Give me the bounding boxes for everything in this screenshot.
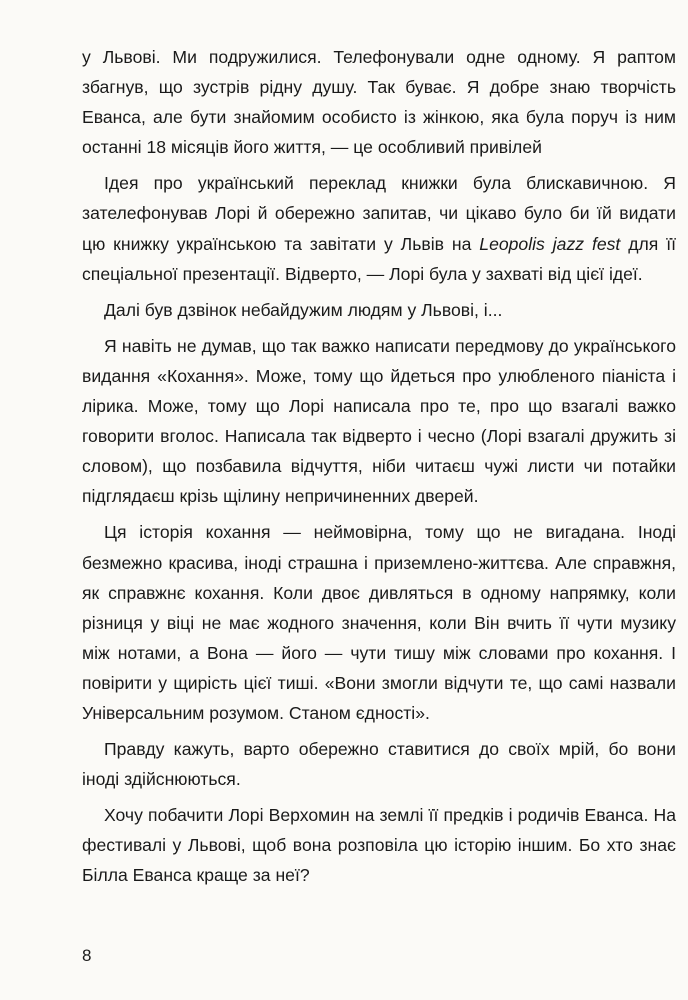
- paragraph-2-after: для її спеціальної презентації. Відверто, — Лорі була у захваті від цієї ідеї.: [82, 233, 676, 284]
- page-text-block: [82, 42, 676, 897]
- paragraph-2: [82, 168, 676, 288]
- paragraph-2-before: Ідея про український переклад книжки була блискавичною. Я зателефонував Лорі й обережно запитав, чи цікаво було би їй видати цю книжку українською та завітати у Львів на: [82, 173, 676, 254]
- paragraph-1: у Львові. Ми подружилися. Телефонували одне одному. Я раптом збагнув, що зустрів рідну душу. Так буває. Я добре знаю творчість Еванса, але бути знайомим особисто із жінкою, яка була поруч із ним останні 18 місяців його життя, — це особливий привілей: [82, 47, 676, 158]
- page-number: 8: [82, 946, 92, 965]
- paragraph-5: Ця історія кохання — неймовірна, тому що не вигадана. Іноді безмежно красива, іноді страшна і приземлено-життєва. Але справжня, як справжнє кохання. Коли двоє дивляться в одному напрямку, коли різниця у віці не має жодного значення, коли Він вчить її чути музику між нотами, а Вона — його — чути тишу між словами про кохання. І повірити у щирість цієї тиші. «Вони змогли відчути те, що самі назвали Універсальним розумом. Станом єдності».: [82, 522, 676, 723]
- paragraph-2-italic-festival: Leopolis jazz fest: [479, 233, 621, 254]
- paragraph-7: Хочу побачити Лорі Верхомин на землі її предків і родичів Еванса. На фестивалі у Львові, щоб вона розповіла цю історію іншим. Бо хто знає Білла Еванса краще за неї?: [82, 805, 676, 886]
- paragraph-6: Правду кажуть, варто обережно ставитися до своїх мрій, бо вони іноді здійснюються.: [82, 739, 676, 790]
- paragraph-4: Я навіть не думав, що так важко написати передмову до українського видання «Кохання». Може, тому що йдеться про улюбленого піаніста і лірика. Може, тому що Лорі написала про те, про що взагалі важко говорити вголос. Написала так відверто і чесно (Лорі взагалі дружить зі словом), що позбавила відчуття, ніби читаєш чужі листи чи потайки підглядаєш крізь щілину непричиненних дверей.: [82, 335, 676, 507]
- paragraph-3: Далі був дзвінок небайдужим людям у Львові, і...: [104, 299, 503, 320]
